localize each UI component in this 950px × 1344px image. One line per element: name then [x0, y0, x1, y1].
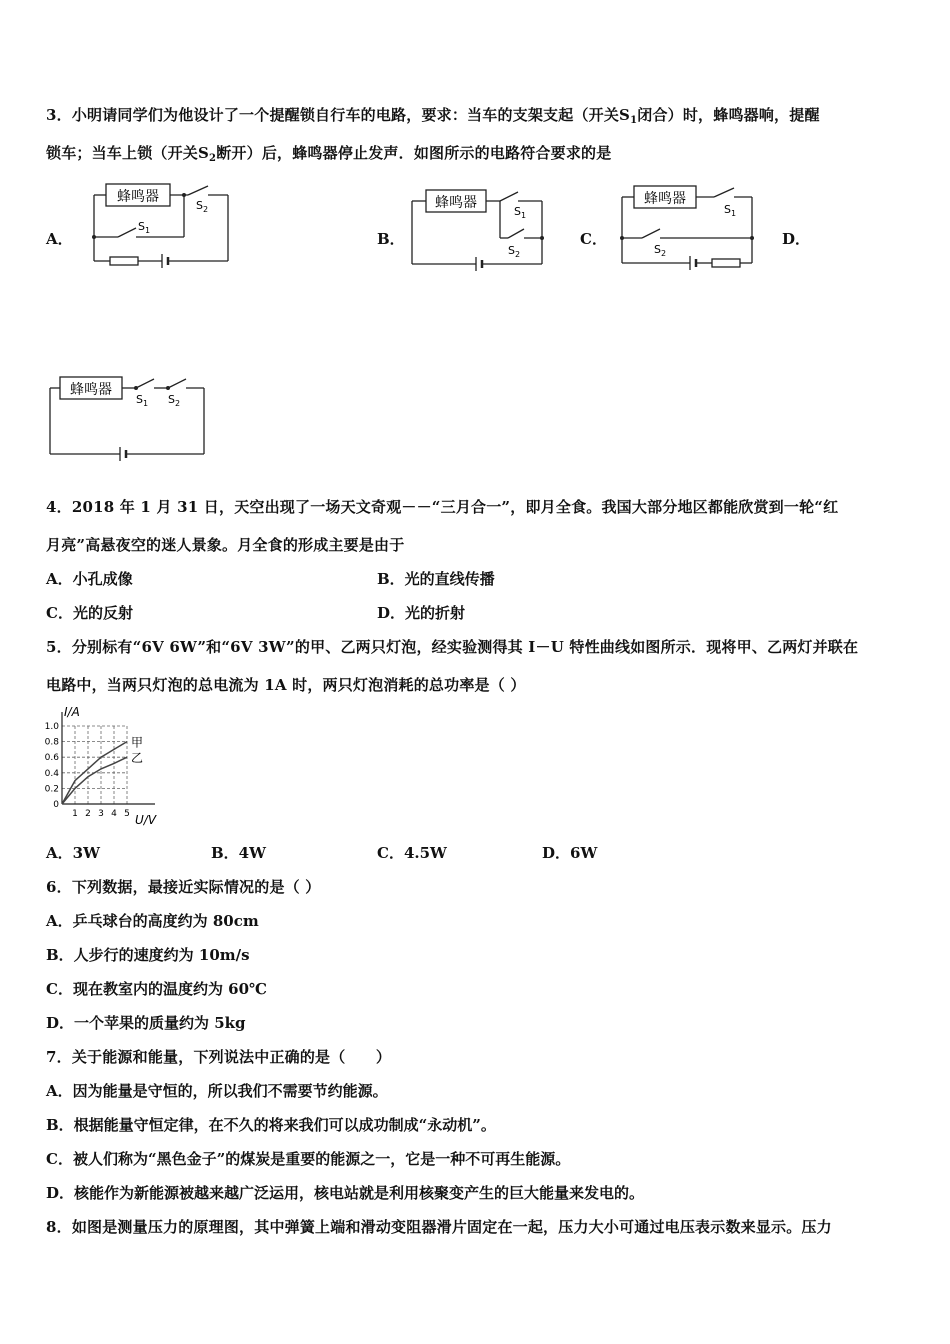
- q5-option-b[interactable]: B．4W: [211, 844, 266, 862]
- q6-option-c[interactable]: C．现在教室内的温度约为 60℃: [46, 980, 268, 998]
- circuit-diagram-d: [44, 370, 214, 466]
- q3-option-d[interactable]: D．: [782, 230, 811, 248]
- circuit-diagram-a: [88, 178, 238, 273]
- q7-option-d[interactable]: D．核能作为新能源被越来越广泛运用，核电站就是利用核聚变产生的巨大能量来发电的。: [46, 1184, 645, 1202]
- x-tick-label: 2: [85, 809, 91, 819]
- y-tick-label: 0.8: [44, 737, 59, 748]
- iu-characteristic-chart: [40, 700, 185, 830]
- q5-option-c[interactable]: C．4.5W: [377, 844, 447, 862]
- q4-line-1: 4．2018 年 1 月 31 日，天空出现了一场天文奇观－－“三月合一”，即月全食。我国大部分地区都能欣赏到一轮“红: [46, 498, 839, 516]
- circuit-diagram-c: [612, 178, 762, 273]
- svg-text:蜂鸣器: 蜂鸣器: [644, 191, 686, 207]
- q7-option-c[interactable]: C．被人们称为“黑色金子”的煤炭是重要的能源之一，它是一种不可再生能源。: [46, 1150, 571, 1168]
- q5-option-d[interactable]: D．6W: [542, 844, 598, 862]
- y-tick-label: 0.6: [44, 753, 59, 764]
- q6-option-d[interactable]: D．一个苹果的质量约为 5kg: [46, 1014, 246, 1032]
- series-line: [62, 757, 127, 804]
- q6-option-a[interactable]: A．乒乓球台的高度约为 80cm: [46, 912, 259, 930]
- y-axis-label: I/A: [64, 705, 80, 719]
- q8-line-1: 8．如图是测量压力的原理图，其中弹簧上端和滑动变阻器滑片固定在一起，压力大小可通过电压表示数来显示。压力: [46, 1218, 832, 1236]
- series-label: 乙: [131, 751, 144, 766]
- q6-line-1: 6．下列数据，最接近实际情况的是（ ）: [46, 878, 321, 896]
- q4-option-c[interactable]: C．光的反射: [46, 604, 133, 622]
- svg-text:S2: $S_2$: [508, 244, 521, 259]
- svg-text:S2: $S_2$: [654, 243, 667, 258]
- q3-line-1: 3．小明请同学们为他设计了一个提醒锁自行车的电路，要求：当车的支架支起（开关$S_1$闭合）时，蜂鸣器响，提醒: [46, 106, 820, 126]
- svg-text:S1: $S_1$: [724, 203, 737, 218]
- y-tick-label: 0: [53, 800, 59, 810]
- svg-text:S1: $S_1$: [138, 220, 151, 235]
- q5-option-a[interactable]: A．3W: [46, 844, 100, 862]
- y-tick-label: 1.0: [44, 722, 59, 732]
- q4-option-d[interactable]: D．光的折射: [377, 604, 466, 622]
- q7-option-b[interactable]: B．根据能量守恒定律，在不久的将来我们可以成功制成“永动机”。: [46, 1116, 496, 1134]
- chart-series: [62, 736, 143, 804]
- svg-text:蜂鸣器: 蜂鸣器: [117, 189, 159, 205]
- q7-option-a[interactable]: A．因为能量是守恒的，所以我们不需要节约能源。: [46, 1082, 388, 1100]
- q5-line-1: 5．分别标有“6V 6W”和“6V 3W”的甲、乙两只灯泡，经实验测得其 I－U 特性曲线如图所示．现将甲、乙两灯并联在: [46, 638, 859, 656]
- svg-text:S2: $S_2$: [196, 199, 209, 214]
- svg-text:S2: $S_2$: [168, 393, 181, 408]
- q7-line-1: 7．关于能源和能量，下列说法中正确的是（ ）: [46, 1048, 392, 1066]
- circuit-diagram-b: [404, 182, 549, 274]
- q6-option-b[interactable]: B．人步行的速度约为 10m/s: [46, 946, 250, 964]
- q3-option-a[interactable]: A．: [46, 230, 73, 248]
- q5-line-2: 电路中，当两只灯泡的总电流为 1A 时，两只灯泡消耗的总功率是（ ）: [46, 676, 526, 694]
- q4-option-a[interactable]: A．小孔成像: [46, 570, 133, 588]
- svg-text:S1: $S_1$: [514, 205, 527, 220]
- q4-line-2: 月亮”高悬夜空的迷人景象。月全食的形成主要是由于: [46, 536, 405, 554]
- series-label: 甲: [131, 735, 144, 750]
- x-axis-label: U/V: [135, 813, 157, 827]
- svg-text:S1: $S_1$: [136, 393, 149, 408]
- y-tick-label: 0.4: [44, 768, 59, 779]
- x-tick-label: 1: [72, 809, 78, 819]
- y-tick-label: 0.2: [44, 784, 59, 795]
- x-tick-label: 3: [98, 809, 104, 819]
- x-tick-label: 4: [111, 809, 117, 819]
- q3-line-2: 锁车；当车上锁（开关$S_2$断开）后，蜂鸣器停止发声．如图所示的电路符合要求的是: [46, 144, 612, 164]
- q4-option-b[interactable]: B．光的直线传播: [377, 570, 495, 588]
- svg-text:蜂鸣器: 蜂鸣器: [435, 195, 477, 211]
- svg-text:蜂鸣器: 蜂鸣器: [70, 382, 112, 398]
- q3-option-c[interactable]: C．: [580, 230, 607, 248]
- q3-option-b[interactable]: B．: [377, 230, 405, 248]
- x-tick-label: 5: [124, 809, 130, 819]
